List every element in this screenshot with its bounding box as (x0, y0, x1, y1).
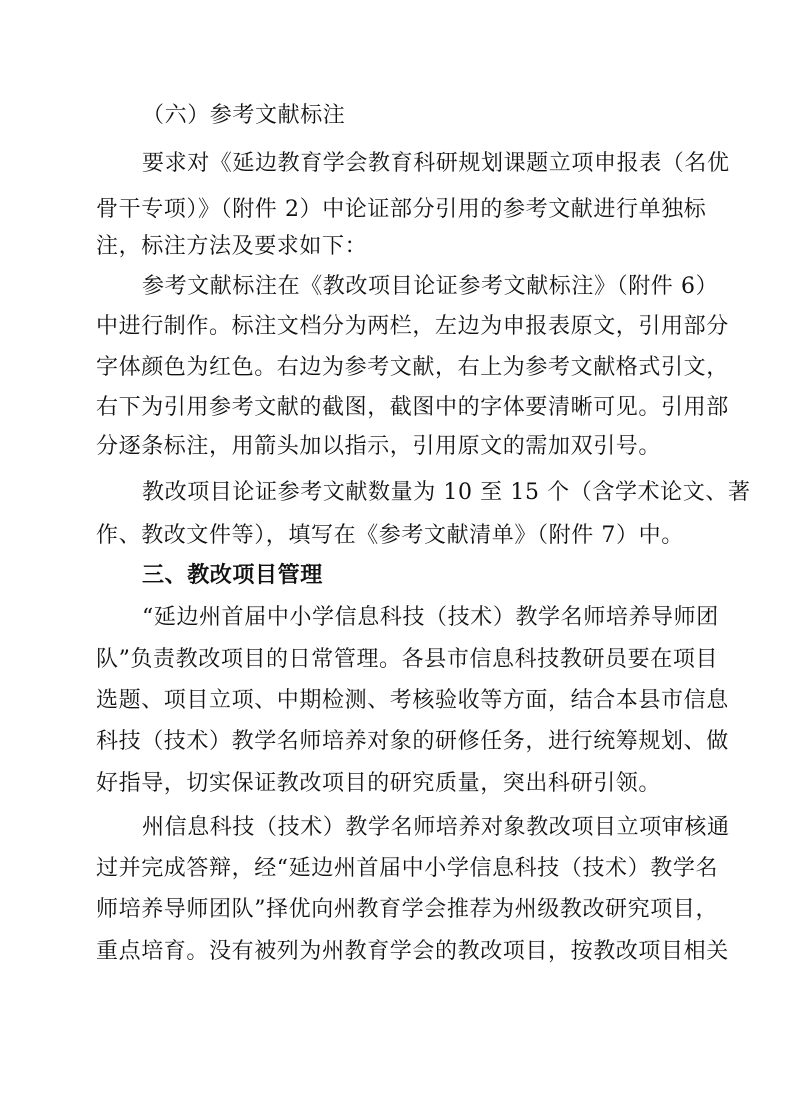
paragraph-line: 教改项目论证参考文献数量为 10 至 15 个（含学术论文、著 (142, 480, 751, 505)
paragraph-line: 好指导，切实保证教改项目的研究质量，突出科研引领。 (96, 771, 662, 796)
paragraph-line: 骨干专项）》（附件 2）中论证部分引用的参考文献进行单独标 (96, 197, 707, 222)
paragraph-line: 过并完成答辩，经“延边州首届中小学信息科技（技术）教学名 (96, 856, 719, 881)
paragraph-line: 师培养导师团队”择优向州教育学会推荐为州级教改研究项目， (96, 897, 719, 922)
sub-heading: （六）参考文献标注 (142, 103, 346, 128)
paragraph-line: 重点培育。没有被列为州教育学会的教改项目，按教改项目相关 (96, 939, 729, 964)
paragraph-line: 中进行制作。标注文档分为两栏，左边为申报表原文，引用部分 (96, 314, 729, 339)
paragraph-line: 作、教改文件等），填写在《参考文献清单》（附件 7）中。 (96, 523, 684, 548)
paragraph-line: 队”负责教改项目的日常管理。各县市信息科技教研员要在项目 (96, 647, 719, 672)
paragraph-line: 州信息科技（技术）教学名师培养对象教改项目立项审核通 (142, 815, 730, 840)
paragraph-line: 选题、项目立项、中期检测、考核验收等方面，结合本县市信息 (96, 688, 729, 713)
paragraph-line: 右下为引用参考文献的截图，截图中的字体要清晰可见。引用部 (96, 395, 729, 420)
paragraph-line: 科技（技术）教学名师培养对象的研修任务，进行统筹规划、做 (96, 729, 729, 754)
paragraph-line: 注，标注方法及要求如下： (96, 234, 368, 259)
paragraph-line: 分逐条标注，用箭头加以指示，引用原文的需加双引号。 (96, 434, 662, 459)
section-heading: 三、教改项目管理 (142, 563, 323, 588)
paragraph-line: “延边州首届中小学信息科技（技术）教学名师培养导师团 (142, 605, 719, 630)
paragraph-line: 要求对《延边教育学会教育科研规划课题立项申报表（名优 (142, 151, 730, 176)
paragraph-line: 字体颜色为红色。右边为参考文献，右上为参考文献格式引文， (96, 355, 729, 380)
paragraph-line: 参考文献标注在《教改项目论证参考文献标注》（附件 6） (142, 274, 719, 299)
